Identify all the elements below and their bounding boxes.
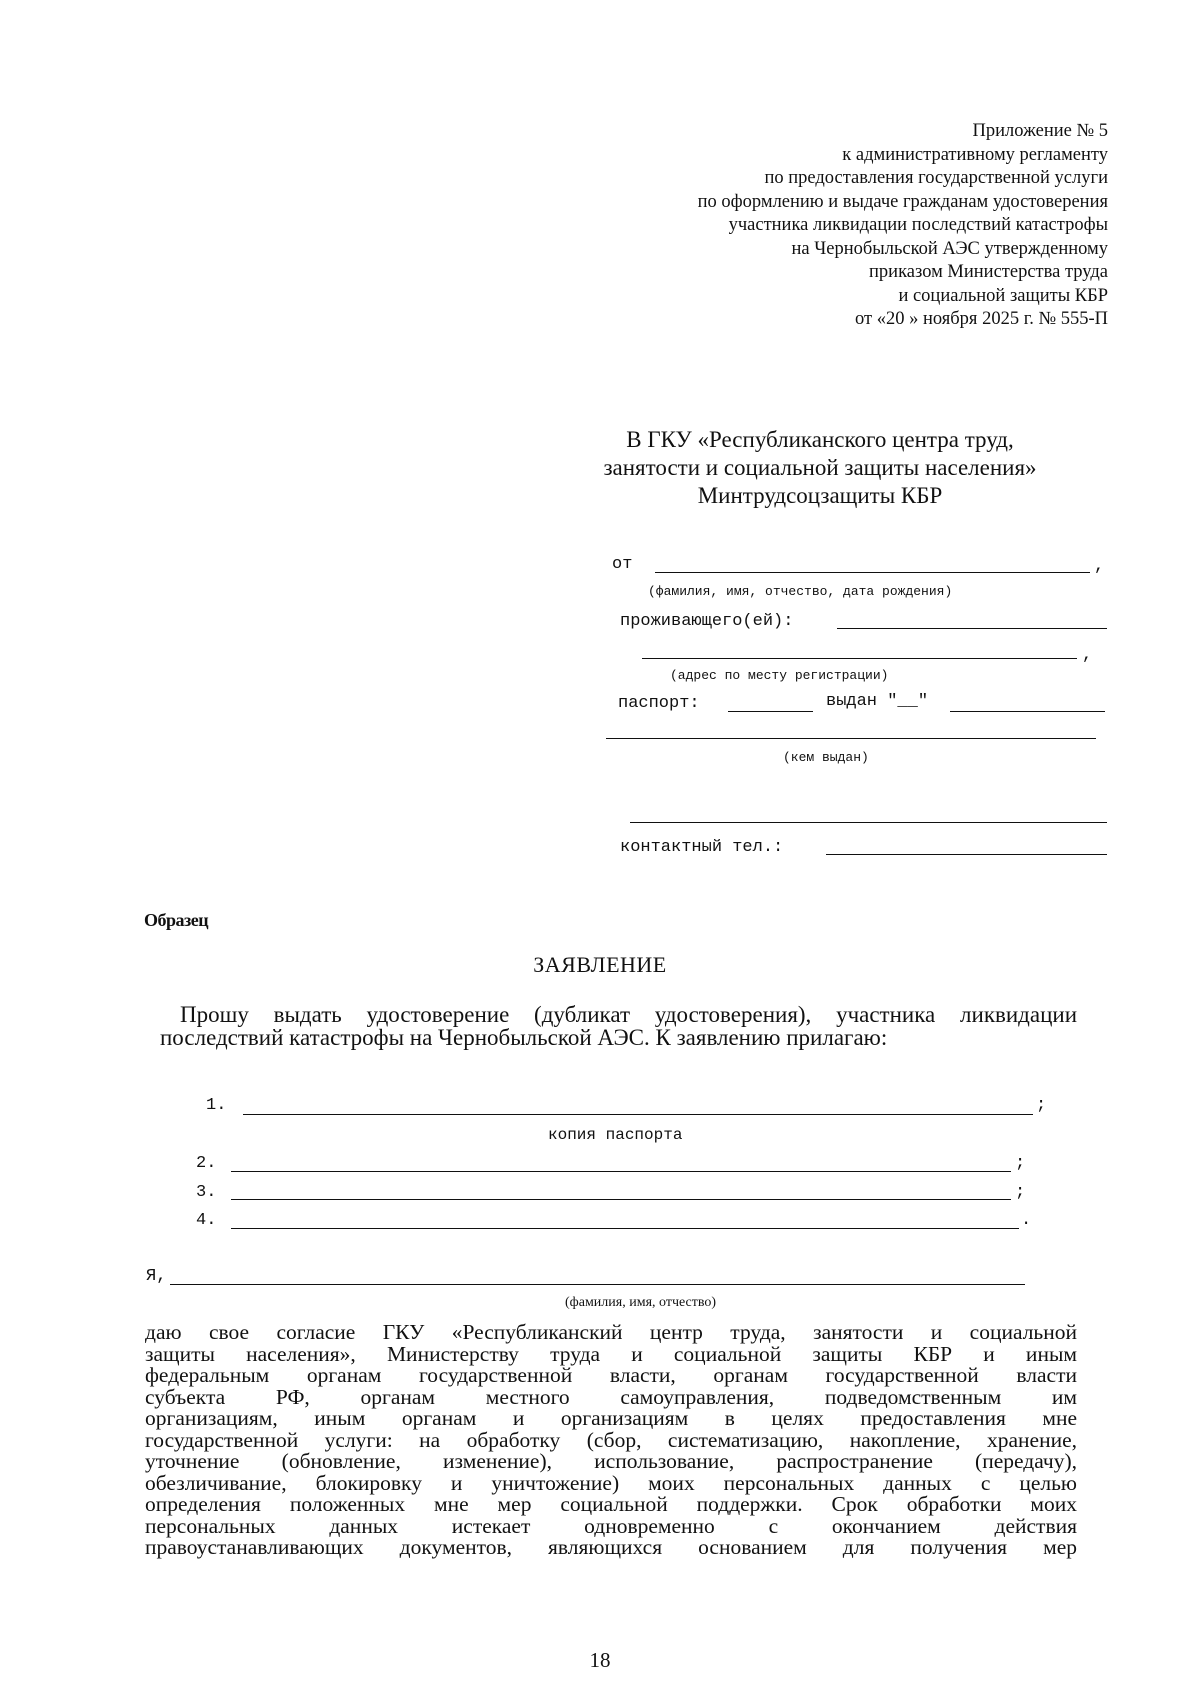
phone-field-line[interactable] [826, 854, 1107, 855]
attachment-field-line[interactable] [231, 1171, 1011, 1172]
appendix-line: от «20 » ноября 2025 г. № 555-П [855, 309, 1108, 329]
consent-line: федеральным органам государственной власти, органам государственной власти [145, 1363, 1077, 1387]
appendix-line: и социальной защиты КБР [898, 285, 1108, 306]
consent-line: даю свое согласие ГКУ «Республиканский центр труда, занятости и социальной [145, 1320, 1077, 1344]
addressee-line: В ГКУ «Республиканского центра труд, [626, 427, 1014, 452]
appendix-line: Приложение № 5 [972, 121, 1108, 141]
page-number: 18 [589, 1648, 611, 1672]
attachment-field-line[interactable] [231, 1228, 1019, 1229]
residing-label: проживающего(ей): [620, 612, 794, 631]
appendix-line: по оформлению и выдаче гражданам удостоверения [697, 191, 1108, 212]
extra-field-line[interactable] [630, 822, 1107, 823]
appendix-line: по предоставления государственной услуги [764, 168, 1108, 188]
attachment-field-line[interactable] [231, 1199, 1011, 1200]
full-name-caption: (фамилия, имя, отчество) [565, 1295, 717, 1310]
consent-paragraph [145, 1322, 1077, 1559]
from-field-line[interactable] [655, 572, 1090, 573]
issued-date-line[interactable] [950, 711, 1105, 712]
attachment-number: 1. [206, 1096, 227, 1115]
attachment-end: ; [1015, 1183, 1026, 1202]
from-caption: (фамилия, имя, отчество, дата рождения) [648, 584, 953, 599]
consent-line: обезличивание, блокировку и уничтожение) моих персональных данных с целью [145, 1470, 1077, 1495]
attachment-field-line[interactable] [243, 1114, 1033, 1115]
consent-line: организациям, иным органам и организациям в целях предоставления мне [145, 1406, 1077, 1430]
consent-line: защиты населения», Министерству труда и социальной защиты КБР и иным [145, 1341, 1077, 1366]
attachment-caption: копия паспорта [548, 1126, 683, 1144]
addressee-block [560, 426, 1080, 510]
issued-label: выдан "__" [826, 692, 929, 711]
consent-line: правоустанавливающих документов, являющихся основанием для получения мер [145, 1535, 1077, 1559]
from-label: от [612, 555, 633, 574]
attachment-number: 4. [196, 1211, 217, 1230]
appendix-line: на Чернобыльской АЭС утвержденному [791, 238, 1108, 259]
passport-label: паспорт: [618, 694, 700, 713]
address-caption: (адрес по месту регистрации) [670, 668, 889, 683]
intro-line: последствий катастрофы на Чернобыльской АЭС. К заявлению прилагаю: [160, 1025, 888, 1050]
attachment-end: . [1021, 1211, 1032, 1230]
addressee-line: занятости и социальной защиты населения» [603, 455, 1037, 480]
address-comma: , [1082, 646, 1093, 665]
attachment-number: 3. [196, 1183, 217, 1202]
consent-line: государственной услуги: на обработку (сбор, систематизацию, накопление, хранение, [145, 1427, 1077, 1452]
issued-by-caption: (кем выдан) [783, 750, 869, 765]
addressee-line: Минтрудсоцзащиты КБР [697, 483, 943, 508]
issued-by-field-line[interactable] [606, 738, 1096, 739]
passport-field-line[interactable] [728, 711, 813, 712]
intro-paragraph [160, 1003, 1077, 1049]
from-comma: , [1094, 557, 1105, 576]
consent-line: персональных данных истекает одновременно с окончанием действия [145, 1513, 1077, 1538]
i-label: Я, [146, 1267, 167, 1286]
address-field-line[interactable] [642, 658, 1077, 659]
appendix-line: приказом Министерства труда [869, 262, 1108, 282]
intro-line: Прошу выдать удостоверение (дубликат удостоверения), участника ликвидации [180, 1002, 1077, 1027]
appendix-header [548, 120, 1108, 332]
consent-line: субъекта РФ, органам местного самоуправления, подведомственным им [145, 1384, 1077, 1409]
full-name-field-line[interactable] [170, 1284, 1025, 1285]
attachment-end: ; [1036, 1096, 1047, 1115]
attachment-end: ; [1015, 1154, 1026, 1173]
residing-field-line[interactable] [837, 628, 1107, 629]
document-title: ЗАЯВЛЕНИЕ [533, 952, 667, 977]
appendix-line: участника ликвидации последствий катастрофы [728, 215, 1108, 235]
phone-label: контактный тел.: [620, 838, 784, 857]
consent-line: определения положенных мне мер социальной поддержки. Срок обработки моих [145, 1492, 1077, 1516]
consent-line: уточнение (обновление, изменение), использование, распространение (передачу), [145, 1449, 1077, 1473]
sample-label: Образец [144, 910, 209, 930]
attachment-number: 2. [196, 1154, 217, 1173]
appendix-line: к административному регламенту [842, 144, 1108, 165]
